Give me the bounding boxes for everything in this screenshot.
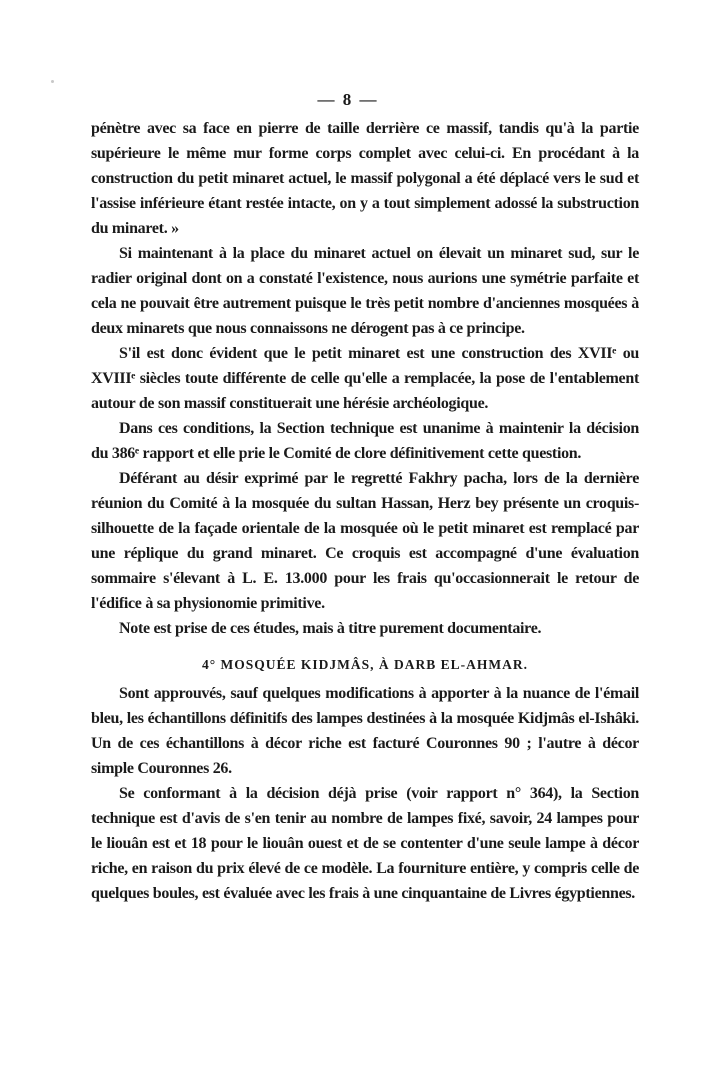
text-block bbox=[91, 116, 639, 906]
paragraph: pénètre avec sa face en pierre de taille derrière ce massif, tandis qu'à la partie supérieure le même mur forme corps complet avec celui-ci. En procédant à la construction du petit minaret actuel, le massif polygonal a été déplacé vers le sud et l'assise inférieure étant restée intacte, on y a tout simplement adossé la substruction du minaret. » bbox=[91, 120, 639, 237]
scan-speck bbox=[51, 80, 54, 83]
paragraph: Note est prise de ces études, mais à titre purement documentaire. bbox=[119, 620, 542, 637]
page-number: — 8 — bbox=[317, 90, 379, 109]
paragraph: Déférant au désir exprimé par le regretté Fakhry pacha, lors de la dernière réunion du Comité à la mosquée du sultan Hassan, Herz bey présente un croquis-silhouette de la façade orientale de la mosquée où le petit minaret est remplacé par une réplique du grand minaret. Ce croquis est accompagné d'une évaluation sommaire s'élevant à L. E. 13.000 pour les frais qu'occasionnerait le retour de l'édifice à sa physionomie primitive. bbox=[91, 470, 639, 612]
paragraph: Si maintenant à la place du minaret actuel on élevait un minaret sud, sur le radier original dont on a constaté l'existence, nous aurions une symétrie parfaite et cela ne pouvait être autrement puisque le très petit nombre d'anciennes mosquées à deux minarets que nous connaissons ne dérogent pas à ce principe. bbox=[91, 245, 639, 337]
section-heading: 4° MOSQUÉE KIDJMÂS, À DARB EL-AHMAR. bbox=[201, 657, 529, 672]
paragraph: Dans ces conditions, la Section technique est unanime à maintenir la décision du 386ᵉ rapport et elle prie le Comité de clore définitivement cette question. bbox=[91, 420, 639, 462]
paragraph: Se conformant à la décision déjà prise (voir rapport n° 364), la Section technique est d'avis de s'en tenir au nombre de lampes fixé, savoir, 24 lampes pour le liouân est et 18 pour le liouân ouest et de se contenter d'une seule lampe à décor riche, en raison du prix élevé de ce modèle. La fourniture entière, y compris celle de quelques boules, est évaluée avec les frais à une cinquantaine de Livres égyptiennes. bbox=[91, 785, 639, 902]
paragraph: S'il est donc évident que le petit minaret est une construction des XVIIᵉ ou XVIIIᵉ siècles toute différente de celle qu'elle a remplacée, la pose de l'entablement autour de son massif constituerait une hérésie archéologique. bbox=[91, 345, 639, 412]
paragraph: Sont approuvés, sauf quelques modifications à apporter à la nuance de l'émail bleu, les échantillons définitifs des lampes destinées à la mosquée Kidjmâs el-Ishâki. Un de ces échantillons à décor riche est facturé Couronnes 90 ; l'autre à décor simple Couronnes 26. bbox=[91, 685, 639, 777]
